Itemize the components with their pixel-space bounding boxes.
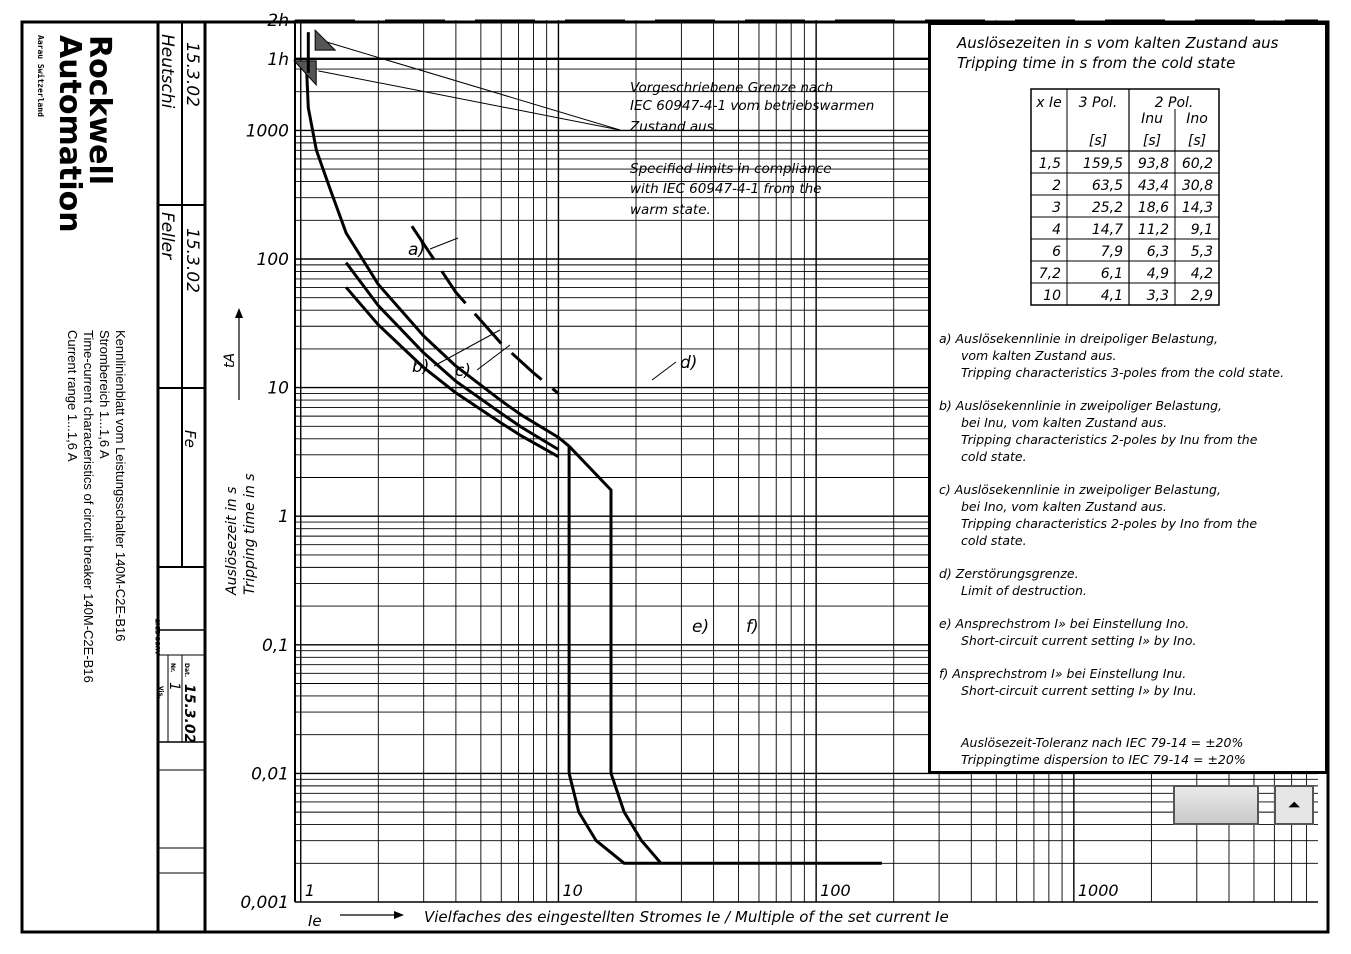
y-tick-label: 10 xyxy=(267,378,289,399)
checked-date: 15.3.02 xyxy=(182,228,202,293)
table-header-2pol: 2 Pol. xyxy=(1154,95,1194,111)
limit-marker-lower xyxy=(294,61,316,85)
note-line: Trippingtime dispersion to IEC 79-14 = ±20% xyxy=(961,752,1246,767)
table-cell: 5,3 xyxy=(1190,244,1213,260)
x-tick-label: 1000 xyxy=(1077,881,1119,900)
series-label-c: c) xyxy=(455,361,471,381)
table-cell: 60,2 xyxy=(1181,156,1213,172)
edit-label: AUSG.EDIT xyxy=(155,618,162,655)
y-axis-label-en: Tripping time in s xyxy=(242,473,258,595)
note-line: bei Ino, vom kalten Zustand aus. xyxy=(961,499,1167,514)
limits-note-en-3: warm state. xyxy=(630,202,711,218)
drawn-by: Heutschi xyxy=(157,34,177,109)
note-line: Short-circuit current setting I» by Ino. xyxy=(961,633,1197,648)
limit-leader-1 xyxy=(318,71,620,130)
table-cell: 2,9 xyxy=(1190,288,1213,304)
description-group xyxy=(65,330,128,683)
notes-list xyxy=(939,331,1284,767)
nr-value: 1 xyxy=(166,682,182,691)
table-cell: 14,7 xyxy=(1091,222,1123,238)
table-cell: 7,9 xyxy=(1100,244,1123,260)
x-tick-label: 100 xyxy=(820,881,851,900)
note-line: c) Auslösekennlinie in zweipoliger Belastung, xyxy=(939,482,1221,497)
series-label-f: f) xyxy=(746,617,759,637)
note-line: bei Inu, vom kalten Zustand aus. xyxy=(961,415,1168,430)
note-line: Tripping characteristics 2-poles by Ino from the xyxy=(961,516,1258,531)
scroll-to-top-button[interactable] xyxy=(1274,785,1314,825)
table-cell: 63,5 xyxy=(1091,178,1123,194)
table-cell: 25,2 xyxy=(1091,200,1123,216)
y-tick-label: 1h xyxy=(267,49,289,70)
limits-note-en-2: with IEC 60947-4-1 from the xyxy=(630,181,822,197)
note-line: Auslösezeit-Toleranz nach IEC 79-14 = ±20% xyxy=(961,735,1244,750)
table-cell: 6,1 xyxy=(1100,266,1123,282)
gray-button[interactable] xyxy=(1173,785,1259,825)
table-unit: [s] xyxy=(1142,133,1162,149)
drawn-date: 15.3.02 xyxy=(182,42,202,107)
y-tick-label: 1 xyxy=(278,507,289,528)
note-line: Tripping characteristics 2-poles by Inu from the xyxy=(961,432,1258,447)
vis-label: Vis. xyxy=(157,686,164,699)
table-cell: 3 xyxy=(1052,200,1061,216)
dat-value: 15.3.02 xyxy=(181,684,197,744)
table-header-ino: Ino xyxy=(1186,111,1208,127)
x-tick-label: 10 xyxy=(562,881,583,900)
company-name-1: Rockwell xyxy=(82,35,117,186)
note-line: Tripping characteristics 3-poles from the cold state. xyxy=(961,365,1285,380)
up-arrow-icon: ⏶ xyxy=(1287,795,1301,814)
table-cell: 159,5 xyxy=(1082,156,1123,172)
y-tick-label: 1000 xyxy=(245,121,289,142)
series-label-e: e) xyxy=(692,617,710,637)
x-axis-arrowhead xyxy=(394,911,404,919)
description-line-1: Kennlinienblatt vom Leistungsschalter 140M-C2E-B16 xyxy=(113,330,128,642)
note-line: d) Zerstörungsgrenze. xyxy=(939,566,1079,581)
note-line: cold state. xyxy=(961,449,1027,464)
table-cell: 10 xyxy=(1043,288,1061,304)
note-line: e) Ansprechstrom I» bei Einstellung Ino. xyxy=(939,616,1190,631)
table-header-3pol: 3 Pol. xyxy=(1078,95,1118,111)
company-location: Aarau Switzerland xyxy=(36,35,45,117)
tripping-time-table xyxy=(1031,89,1219,305)
table-cell: 14,3 xyxy=(1181,200,1213,216)
table-cell: 6,3 xyxy=(1146,244,1169,260)
table-cell: 18,6 xyxy=(1137,200,1169,216)
y-tick-label: 100 xyxy=(256,250,289,270)
table-cell: 4,1 xyxy=(1100,288,1123,304)
limits-note-de-3: Zustand aus. xyxy=(630,119,718,135)
note-line: a) Auslösekennlinie in dreipoliger Belastung, xyxy=(939,331,1219,346)
note-line: Short-circuit current setting I» by Inu. xyxy=(961,683,1197,698)
table-header-xle: x Ie xyxy=(1036,95,1062,111)
chart-curves xyxy=(294,30,882,863)
dept: Fe xyxy=(181,430,199,448)
note-line: Limit of destruction. xyxy=(961,583,1087,598)
limit-leader-2 xyxy=(327,42,620,130)
table-cell: 9,1 xyxy=(1190,222,1213,238)
table-cell: 4,9 xyxy=(1146,266,1169,282)
company-logo-group xyxy=(36,35,117,233)
series-line-a xyxy=(306,60,569,446)
x-axis-label: Vielfaches des eingestellten Stromes Ie / Multiple of the set current Ie xyxy=(424,908,949,926)
panel-title-en: Tripping time in s from the cold state xyxy=(957,54,1236,72)
y-tick-label: 0,01 xyxy=(251,764,289,785)
y-tick-label: 0,001 xyxy=(240,893,289,913)
table-cell: 43,4 xyxy=(1137,178,1169,194)
table-cell: 4,2 xyxy=(1190,266,1213,282)
y-axis-arrowhead xyxy=(235,308,243,318)
tripping-time-panel xyxy=(928,22,1328,774)
nr-label: Nr. xyxy=(169,663,176,673)
note-line: cold state. xyxy=(961,533,1027,548)
table-cell: 2 xyxy=(1052,178,1061,194)
y-axis-symbol: tA xyxy=(222,352,238,368)
panel-title-de: Auslösezeiten in s vom kalten Zustand aus xyxy=(957,34,1279,52)
note-line: f) Ansprechstrom I» bei Einstellung Inu. xyxy=(939,666,1187,681)
table-cell: 93,8 xyxy=(1137,156,1169,172)
series-leader-a xyxy=(430,238,458,249)
table-cell: 3,3 xyxy=(1146,288,1169,304)
description-line-2: Strombereich 1...1,6 A xyxy=(97,330,112,459)
note-line: vom kalten Zustand aus. xyxy=(961,348,1117,363)
table-cell: 1,5 xyxy=(1038,156,1061,172)
series-label-b: b) xyxy=(412,357,430,377)
limits-note-de-1: Vorgeschriebene Grenze nach xyxy=(630,80,834,96)
checked-by: Feller xyxy=(157,212,177,260)
note-line: b) Auslösekennlinie in zweipoliger Belastung, xyxy=(939,398,1223,413)
limits-note-de-2: IEC 60947-4-1 vom betriebswarmen xyxy=(630,98,875,114)
company-name-2: Automation xyxy=(52,35,87,233)
series-line-f xyxy=(569,446,661,863)
y-tick-label: 2h xyxy=(267,11,289,32)
y-tick-label: 0,1 xyxy=(261,635,289,656)
table-cell: 6 xyxy=(1052,244,1061,260)
dat-label: Dat. xyxy=(183,663,190,678)
y-axis-label-de: Auslösezeit in s xyxy=(224,486,240,595)
series-line-e xyxy=(569,446,882,863)
tripping-time-panel-svg xyxy=(931,25,1325,771)
table-cell: 4 xyxy=(1052,222,1061,238)
series-label-a: a) xyxy=(408,240,426,260)
limits-note-en-1: Specified limits in compliance xyxy=(630,161,832,177)
table-cell: 30,8 xyxy=(1181,178,1213,194)
series-label-d: d) xyxy=(680,353,698,373)
x-axis-symbol: Ie xyxy=(308,912,322,930)
table-unit: [s] xyxy=(1088,133,1108,149)
description-line-3: Time-current characteristics of circuit breaker 140M-C2E-B16 xyxy=(81,330,96,683)
table-cell: 7,2 xyxy=(1038,266,1061,282)
x-tick-label: 1 xyxy=(304,881,315,900)
table-cell: 11,2 xyxy=(1137,222,1169,238)
limit-marker-upper xyxy=(315,30,335,50)
description-line-4: Current range 1...1,6 A xyxy=(65,330,80,462)
table-header-inu: Inu xyxy=(1141,111,1163,127)
table-unit: [s] xyxy=(1187,133,1207,149)
series-leader-d xyxy=(652,362,676,380)
panel-title xyxy=(956,34,1279,72)
